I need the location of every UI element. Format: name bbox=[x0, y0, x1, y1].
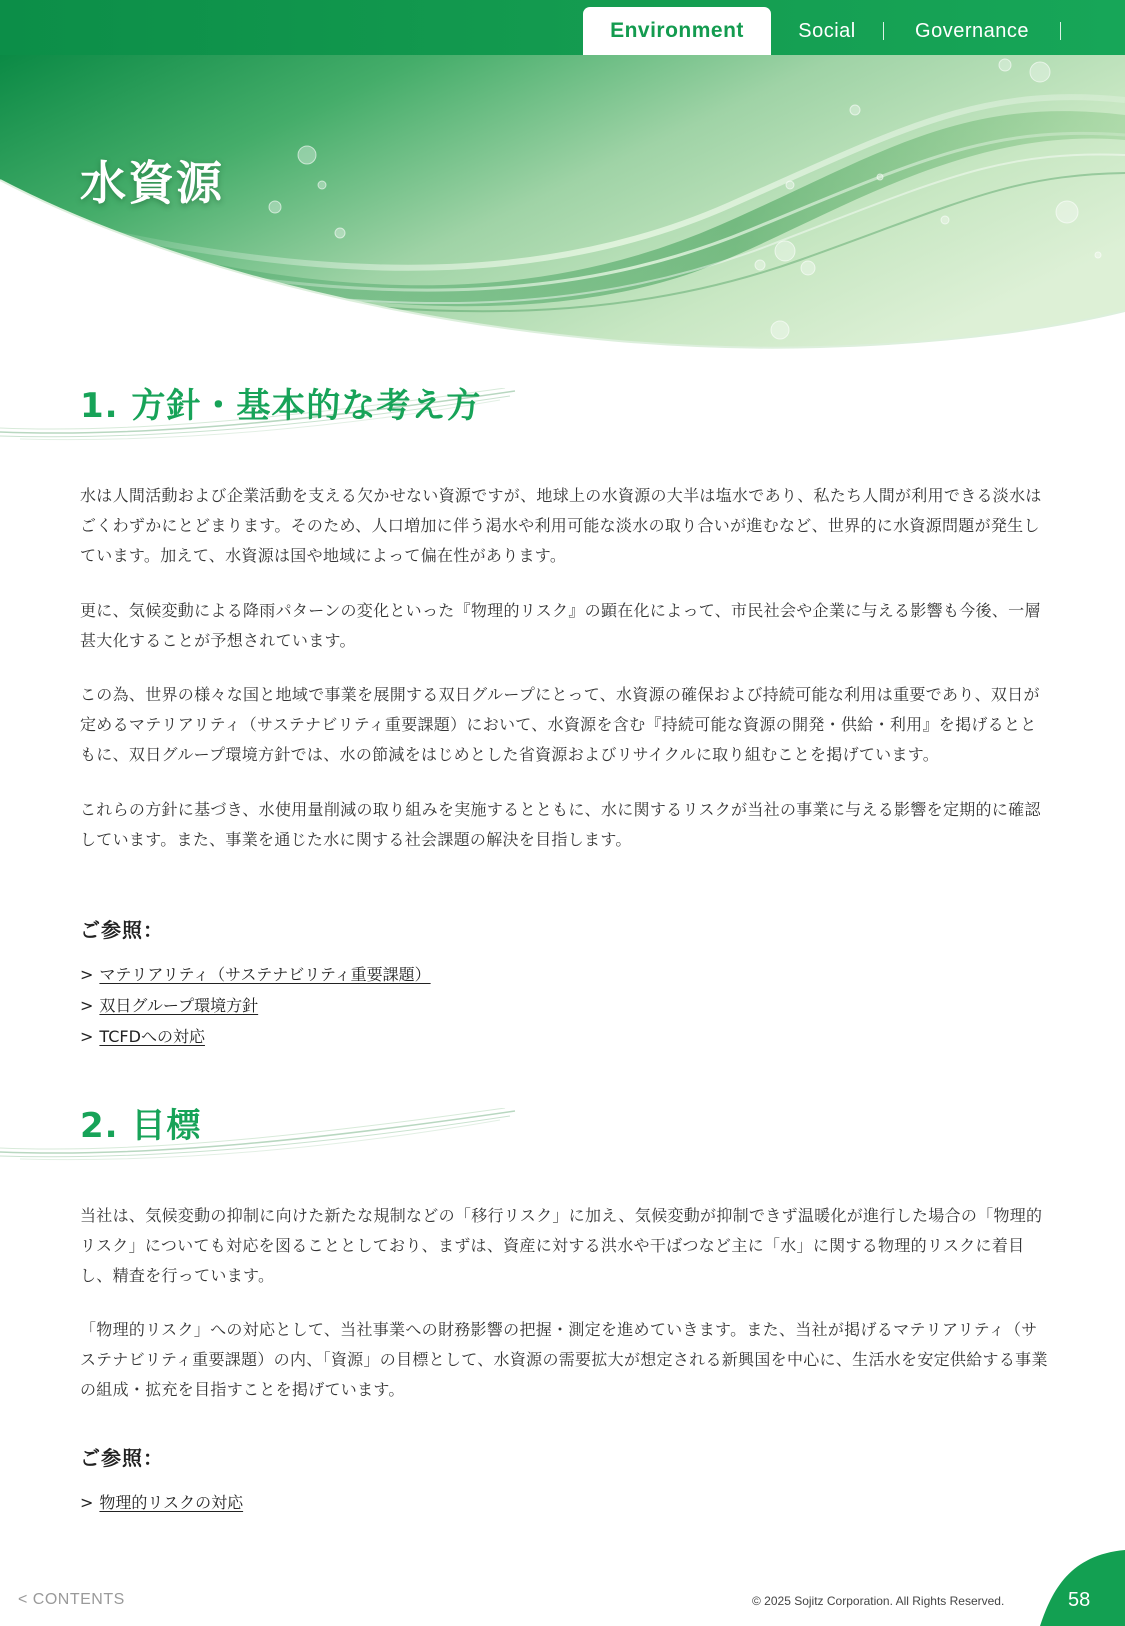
reference-label: ご参照： bbox=[80, 1446, 164, 1470]
policy-paragraph-2: 更に、気候変動による降雨パターンの変化といった『物理的リスク』の顕在化によって、市民社会や企業に与える影響も今後、一層甚大化することが予想されています。 bbox=[80, 601, 1041, 650]
caret-right-icon: > bbox=[80, 1493, 94, 1512]
link-environmental-policy[interactable]: 双日グループ環境方針 bbox=[99, 996, 259, 1015]
hero-banner bbox=[0, 55, 1125, 375]
policy-paragraph-4: これらの方針に基づき、水使用量削減の取り組みを実施するとともに、水に関するリスクが当社の事業に与える影響を定期的に確認しています。また、事業を通じた水に関する社会課題の解決を目指します。 bbox=[80, 800, 1041, 849]
link-materiality[interactable]: マテリアリティ（サステナビリティ重要課題） bbox=[99, 965, 431, 984]
targets-paragraph-1: 当社は、気候変動の抑制に向けた新たな規制などの「移行リスク」に加え、気候変動が抑制できず温暖化が進行した場合の「物理的リスク」についても対応を図ることとしており、まずは、資産に対する洪水や干ばつなど主に「水」に関する物理的リスクに着目し、精査を行っています。 bbox=[80, 1206, 1043, 1285]
page-number: 58 bbox=[1068, 1589, 1091, 1611]
targets-paragraph-2: 「物理的リスク」への対応として、当社事業への財務影響の把握・測定を進めていきます。また、当社が掲げるマテリアリティ（サステナビリティ重要課題）の内、「資源」の目標として、水資源の需要拡大が想定される新興国を中心に、生活水を安定供給する事業の組成・拡充を目指すことを掲げています。 bbox=[80, 1320, 1048, 1399]
contents-link[interactable]: < CONTENTS bbox=[18, 1591, 125, 1608]
caret-right-icon: > bbox=[80, 965, 94, 984]
reference-label: ご参照： bbox=[80, 918, 164, 942]
water-splash-image bbox=[0, 55, 1125, 375]
list-item bbox=[80, 990, 431, 1021]
reference-list bbox=[80, 959, 431, 1052]
heading-swoosh-decoration bbox=[0, 1108, 520, 1164]
tab-social[interactable]: Social bbox=[798, 19, 856, 42]
page-number-tab bbox=[1040, 1550, 1125, 1626]
caret-right-icon: > bbox=[80, 1027, 94, 1046]
policy-paragraph-1: 水は人間活動および企業活動を支える欠かせない資源ですが、地球上の水資源の大半は塩水であり、私たち人間が利用できる淡水はごくわずかにとどまります。そのため、人口増加に伴う渇水や利用可能な淡水の取り合いが進むなど、世界的に水資源問題が発生しています。加えて、水資源は国や地域によって偏在性があります。 bbox=[80, 486, 1042, 565]
reference-list bbox=[80, 1487, 243, 1518]
section-heading-policy: 1. 方針・基本的な考え方 bbox=[80, 386, 482, 426]
link-physical-risk[interactable]: 物理的リスクの対応 bbox=[99, 1493, 244, 1512]
caret-right-icon: > bbox=[80, 996, 94, 1015]
policy-paragraph-3: この為、世界の様々な国と地域で事業を展開する双日グループにとって、水資源の確保および持続可能な利用は重要であり、双日が定めるマテリアリティ（サステナビリティ重要課題）において、水資源を含む『持続可能な資源の開発・供給・利用』を掲げるとともに、双日グループ環境方針では、水の節減をはじめとした省資源およびリサイクルに取り組むことを掲げています。 bbox=[80, 685, 1040, 764]
copyright-notice: © 2025 Sojitz Corporation. All Rights Reserved. bbox=[752, 1594, 1005, 1608]
list-item bbox=[80, 1487, 243, 1518]
link-tcfd[interactable]: TCFDへの対応 bbox=[99, 1027, 205, 1046]
tab-environment[interactable]: Environment bbox=[583, 7, 771, 55]
list-item bbox=[80, 1021, 431, 1052]
tab-governance[interactable]: Governance bbox=[915, 19, 1029, 42]
section-heading-targets: 2. 目標 bbox=[80, 1106, 202, 1146]
top-nav-bar bbox=[0, 0, 1125, 55]
page-title: 水資源 bbox=[80, 156, 224, 210]
section-tabs bbox=[583, 7, 1125, 55]
list-item bbox=[80, 959, 431, 990]
